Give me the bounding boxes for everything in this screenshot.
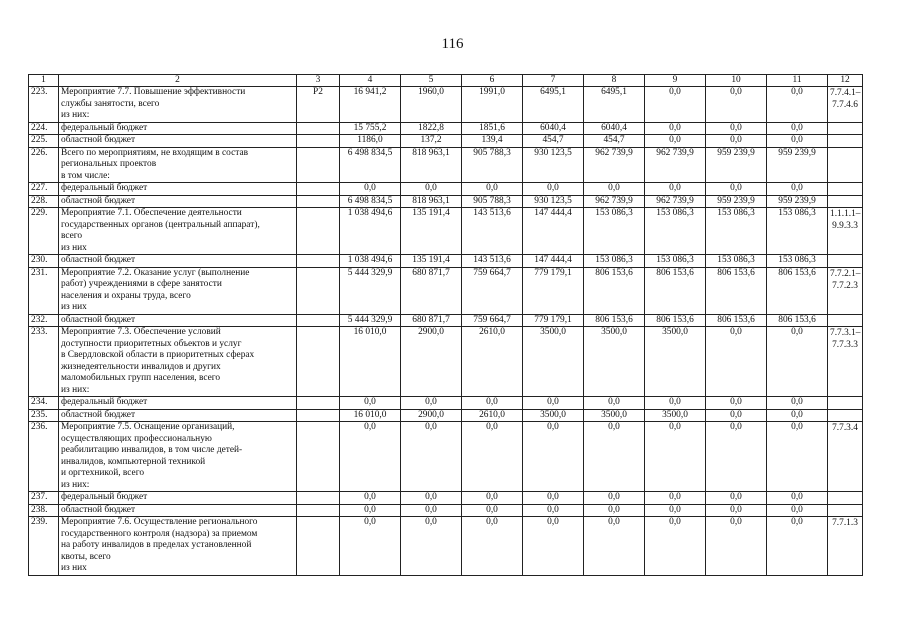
target-indicator [828, 255, 863, 268]
amount-cell: 806 153,6 [767, 314, 828, 327]
row-number: 226. [29, 147, 59, 183]
row-name-line: инвалидов, компьютерной техникой [61, 456, 206, 467]
amount-cell: 2610,0 [462, 327, 523, 397]
row-number: 230. [29, 255, 59, 268]
table-row [29, 517, 863, 576]
amount-cell: 1851,6 [462, 122, 523, 135]
amount-cell: 0,0 [645, 135, 706, 148]
row-name-line: из них: [61, 479, 90, 490]
target-indicator-line: 7.7.3.4 [832, 423, 858, 433]
amount-cell: 0,0 [645, 492, 706, 505]
row-code [297, 492, 340, 505]
table-row [29, 208, 863, 255]
amount-cell: 0,0 [462, 397, 523, 410]
target-indicator [828, 492, 863, 505]
row-name [59, 327, 297, 397]
amount-cell: 0,0 [401, 422, 462, 492]
row-name [59, 409, 297, 422]
amount-cell: 959 239,9 [706, 147, 767, 183]
row-name-line: населения и охраны труда, всего [61, 290, 191, 301]
row-name-line: Мероприятие 7.6. Осуществление регионального [61, 517, 258, 527]
amount-cell: 137,2 [401, 135, 462, 148]
row-name [59, 195, 297, 208]
header-cell: 8 [584, 75, 645, 87]
row-code [297, 422, 340, 492]
table-row [29, 122, 863, 135]
target-indicator [828, 267, 863, 314]
amount-cell: 0,0 [340, 183, 401, 196]
row-name-line: на работу инвалидов в пределах установленной [61, 540, 252, 550]
row-code [297, 409, 340, 422]
amount-cell: 680 871,7 [401, 314, 462, 327]
row-code [297, 314, 340, 327]
amount-cell: 0,0 [462, 422, 523, 492]
target-indicator [828, 87, 863, 123]
header-cell: 7 [523, 75, 584, 87]
amount-cell: 0,0 [767, 397, 828, 410]
amount-cell: 153 086,3 [767, 255, 828, 268]
row-name [59, 147, 297, 183]
target-indicator [828, 183, 863, 196]
amount-cell: 0,0 [584, 422, 645, 492]
amount-cell: 6 498 834,5 [340, 195, 401, 208]
table-row [29, 195, 863, 208]
amount-cell: 0,0 [767, 327, 828, 397]
amount-cell: 759 664,7 [462, 314, 523, 327]
amount-cell: 0,0 [523, 397, 584, 410]
amount-cell: 6040,4 [584, 122, 645, 135]
row-code [297, 255, 340, 268]
amount-cell: 0,0 [706, 87, 767, 123]
amount-cell: 153 086,3 [584, 255, 645, 268]
target-indicator [828, 327, 863, 397]
amount-cell: 143 513,6 [462, 208, 523, 255]
table-row [29, 314, 863, 327]
amount-cell: 0,0 [462, 492, 523, 505]
row-name-line: государственного контроля (надзора) за приемом [61, 528, 258, 539]
amount-cell: 3500,0 [645, 327, 706, 397]
amount-cell: 806 153,6 [584, 267, 645, 314]
row-number: 238. [29, 504, 59, 517]
row-name [59, 314, 297, 327]
table-row [29, 87, 863, 123]
amount-cell: 806 153,6 [645, 267, 706, 314]
amount-cell: 6 498 834,5 [340, 147, 401, 183]
target-indicator [828, 147, 863, 183]
row-code: Р2 [297, 87, 340, 123]
amount-cell: 3500,0 [584, 327, 645, 397]
amount-cell: 806 153,6 [767, 267, 828, 314]
amount-cell: 0,0 [340, 422, 401, 492]
row-name-line: Мероприятие 7.2. Оказание услуг (выполнение [61, 267, 250, 278]
header-cell: 9 [645, 75, 706, 87]
header-cell: 6 [462, 75, 523, 87]
header-cell: 5 [401, 75, 462, 87]
target-indicator-line: 7.7.4.1– [830, 88, 861, 98]
amount-cell: 0,0 [645, 517, 706, 576]
row-name-line: областной бюджет [61, 409, 136, 420]
amount-cell: 0,0 [584, 504, 645, 517]
row-name [59, 208, 297, 255]
row-name-line: осуществляющих профессиональную [61, 433, 212, 444]
target-indicator [828, 314, 863, 327]
row-name-line: областной бюджет [61, 135, 136, 145]
amount-cell: 905 788,3 [462, 195, 523, 208]
amount-cell: 153 086,3 [706, 208, 767, 255]
page-number: 116 [441, 36, 464, 52]
header-cell: 3 [297, 75, 340, 87]
amount-cell: 135 191,4 [401, 208, 462, 255]
amount-cell: 153 086,3 [584, 208, 645, 255]
row-name [59, 492, 297, 505]
row-number: 224. [29, 122, 59, 135]
amount-cell: 0,0 [462, 183, 523, 196]
table-row [29, 183, 863, 196]
row-name-line: областной бюджет [61, 195, 136, 206]
amount-cell: 6040,4 [523, 122, 584, 135]
amount-cell: 962 739,9 [645, 195, 706, 208]
amount-cell: 0,0 [767, 183, 828, 196]
row-number: 236. [29, 422, 59, 492]
row-name-line: реабилитацию инвалидов, в том числе детей- [61, 445, 243, 455]
amount-cell: 0,0 [401, 397, 462, 410]
row-number: 239. [29, 517, 59, 576]
target-indicator-line: 7.7.4.6 [832, 100, 858, 110]
row-name [59, 397, 297, 410]
row-number: 232. [29, 314, 59, 327]
amount-cell: 3500,0 [523, 327, 584, 397]
target-indicator-line: 9.9.3.3 [832, 221, 858, 231]
amount-cell: 818 963,1 [401, 147, 462, 183]
table-row [29, 327, 863, 397]
row-name-line: из них [61, 242, 87, 253]
row-name-line: квоты, всего [61, 551, 111, 562]
row-name [59, 87, 297, 123]
amount-cell: 147 444,4 [523, 255, 584, 268]
amount-cell: 153 086,3 [767, 208, 828, 255]
amount-cell: 0,0 [340, 492, 401, 505]
target-indicator [828, 195, 863, 208]
amount-cell: 0,0 [706, 397, 767, 410]
amount-cell: 0,0 [706, 409, 767, 422]
row-name-line: федеральный бюджет [61, 397, 148, 407]
amount-cell: 962 739,9 [645, 147, 706, 183]
amount-cell: 0,0 [706, 492, 767, 505]
row-name-line: Мероприятие 7.3. Обеспечение условий [61, 327, 221, 337]
amount-cell: 1991,0 [462, 87, 523, 123]
amount-cell: 454,7 [523, 135, 584, 148]
row-number: 237. [29, 492, 59, 505]
row-code [297, 517, 340, 576]
row-name-line: областной бюджет [61, 314, 136, 325]
row-name [59, 183, 297, 196]
table-row [29, 409, 863, 422]
amount-cell: 0,0 [767, 504, 828, 517]
amount-cell: 0,0 [584, 492, 645, 505]
target-indicator [828, 409, 863, 422]
target-indicator [828, 208, 863, 255]
row-name-line: региональных проектов [61, 159, 157, 169]
table-row [29, 147, 863, 183]
amount-cell: 0,0 [767, 492, 828, 505]
amount-cell: 818 963,1 [401, 195, 462, 208]
amount-cell: 0,0 [706, 135, 767, 148]
amount-cell: 1822,8 [401, 122, 462, 135]
amount-cell: 0,0 [706, 422, 767, 492]
amount-cell: 0,0 [401, 504, 462, 517]
row-number: 228. [29, 195, 59, 208]
amount-cell: 0,0 [645, 122, 706, 135]
target-indicator-line: 7.7.2.1– [830, 268, 861, 279]
row-name-line: федеральный бюджет [61, 183, 148, 193]
row-name-line: Мероприятие 7.5. Оснащение организаций, [61, 422, 235, 432]
amount-cell: 2900,0 [401, 409, 462, 422]
amount-cell: 153 086,3 [645, 255, 706, 268]
amount-cell: 930 123,5 [523, 147, 584, 183]
table-row [29, 397, 863, 410]
row-name-line: федеральный бюджет [61, 492, 148, 502]
amount-cell: 1 038 494,6 [340, 208, 401, 255]
amount-cell: 806 153,6 [706, 267, 767, 314]
amount-cell: 16 010,0 [340, 409, 401, 422]
amount-cell: 680 871,7 [401, 267, 462, 314]
amount-cell: 962 739,9 [584, 147, 645, 183]
row-name-line: из них [61, 563, 87, 573]
amount-cell: 0,0 [584, 183, 645, 196]
amount-cell: 135 191,4 [401, 255, 462, 268]
row-number: 235. [29, 409, 59, 422]
amount-cell: 0,0 [584, 517, 645, 576]
table-row [29, 504, 863, 517]
amount-cell: 0,0 [767, 87, 828, 123]
amount-cell: 0,0 [706, 327, 767, 397]
row-number: 229. [29, 208, 59, 255]
amount-cell: 0,0 [462, 517, 523, 576]
amount-cell: 3500,0 [523, 409, 584, 422]
header-cell: 11 [767, 75, 828, 87]
row-name-line: из них: [61, 110, 90, 120]
row-name-line: областной бюджет [61, 255, 136, 265]
amount-cell: 0,0 [645, 397, 706, 410]
amount-cell: 2610,0 [462, 409, 523, 422]
row-name-line: в Свердловской области в приоритетных сферах [61, 350, 255, 360]
target-indicator-line: 7.7.3.1– [830, 328, 861, 338]
table-body [29, 87, 863, 576]
row-number: 231. [29, 267, 59, 314]
amount-cell: 779 179,1 [523, 267, 584, 314]
row-number: 234. [29, 397, 59, 410]
amount-cell: 153 086,3 [706, 255, 767, 268]
target-indicator-line: 7.7.2.3 [832, 280, 858, 291]
row-name [59, 122, 297, 135]
amount-cell: 959 239,9 [706, 195, 767, 208]
amount-cell: 153 086,3 [645, 208, 706, 255]
amount-cell: 959 239,9 [767, 195, 828, 208]
row-number: 233. [29, 327, 59, 397]
amount-cell: 6495,1 [584, 87, 645, 123]
row-name-line: и оргтехникой, всего [61, 468, 145, 478]
amount-cell: 454,7 [584, 135, 645, 148]
row-number: 223. [29, 87, 59, 123]
row-name-line: Мероприятие 7.7. Повышение эффективности [61, 87, 246, 97]
target-indicator-line: 7.7.1.3 [832, 518, 858, 528]
row-number: 227. [29, 183, 59, 196]
amount-cell: 3500,0 [584, 409, 645, 422]
amount-cell: 0,0 [401, 183, 462, 196]
row-name-line: службы занятости, всего [61, 98, 160, 109]
amount-cell: 6495,1 [523, 87, 584, 123]
header-row [29, 75, 863, 87]
amount-cell: 779 179,1 [523, 314, 584, 327]
amount-cell: 0,0 [584, 397, 645, 410]
amount-cell: 806 153,6 [706, 314, 767, 327]
row-name-line: маломобильных групп населения, всего [61, 373, 221, 383]
table-row [29, 255, 863, 268]
target-indicator-line: 1.1.1.1– [830, 209, 861, 219]
row-name [59, 255, 297, 268]
row-name-line: областной бюджет [61, 504, 136, 515]
row-name [59, 135, 297, 148]
amount-cell: 16 941,2 [340, 87, 401, 123]
amount-cell: 0,0 [767, 409, 828, 422]
amount-cell: 0,0 [523, 517, 584, 576]
amount-cell: 930 123,5 [523, 195, 584, 208]
table-row [29, 422, 863, 492]
table-row [29, 492, 863, 505]
amount-cell: 0,0 [401, 517, 462, 576]
amount-cell: 0,0 [706, 122, 767, 135]
amount-cell: 0,0 [523, 422, 584, 492]
target-indicator [828, 135, 863, 148]
target-indicator [828, 397, 863, 410]
amount-cell: 3500,0 [645, 409, 706, 422]
amount-cell: 16 010,0 [340, 327, 401, 397]
amount-cell: 2900,0 [401, 327, 462, 397]
row-name-line: из них: [61, 384, 90, 395]
amount-cell: 806 153,6 [584, 314, 645, 327]
header-cell: 10 [706, 75, 767, 87]
row-name [59, 267, 297, 314]
amount-cell: 1186,0 [340, 135, 401, 148]
row-code [297, 147, 340, 183]
amount-cell: 0,0 [523, 183, 584, 196]
amount-cell: 5 444 329,9 [340, 314, 401, 327]
amount-cell: 1 038 494,6 [340, 255, 401, 268]
amount-cell: 905 788,3 [462, 147, 523, 183]
table-row [29, 135, 863, 148]
amount-cell: 0,0 [523, 504, 584, 517]
amount-cell: 0,0 [706, 504, 767, 517]
row-name-line: государственных органов (центральный аппарат), [61, 219, 260, 230]
amount-cell: 959 239,9 [767, 147, 828, 183]
row-name-line: жизнедеятельности инвалидов и других [61, 361, 221, 372]
target-indicator [828, 517, 863, 576]
row-code [297, 183, 340, 196]
amount-cell: 0,0 [645, 422, 706, 492]
row-code [297, 327, 340, 397]
budget-table [28, 74, 863, 576]
amount-cell: 759 664,7 [462, 267, 523, 314]
row-code [297, 195, 340, 208]
amount-cell: 0,0 [767, 135, 828, 148]
amount-cell: 147 444,4 [523, 208, 584, 255]
row-name [59, 517, 297, 576]
row-code [297, 504, 340, 517]
row-code [297, 135, 340, 148]
row-code [297, 267, 340, 314]
amount-cell: 0,0 [401, 492, 462, 505]
amount-cell: 0,0 [340, 397, 401, 410]
amount-cell: 143 513,6 [462, 255, 523, 268]
row-name-line: в том числе: [61, 170, 110, 181]
row-name-line: Мероприятие 7.1. Обеспечение деятельности [61, 208, 242, 218]
amount-cell: 0,0 [706, 183, 767, 196]
amount-cell: 0,0 [340, 504, 401, 517]
amount-cell: 0,0 [645, 504, 706, 517]
target-indicator [828, 122, 863, 135]
amount-cell: 0,0 [523, 492, 584, 505]
amount-cell: 0,0 [340, 517, 401, 576]
row-name-line: всего [61, 231, 83, 241]
row-name-line: из них [61, 302, 87, 312]
row-code [297, 397, 340, 410]
target-indicator-line: 7.7.3.3 [832, 340, 858, 350]
amount-cell: 0,0 [767, 122, 828, 135]
header-cell: 2 [59, 75, 297, 87]
header-cell: 12 [828, 75, 863, 87]
row-name-line: работ) учреждениями в сфере занятости [61, 279, 222, 289]
header-cell: 1 [29, 75, 59, 87]
row-code [297, 122, 340, 135]
row-code [297, 208, 340, 255]
amount-cell: 15 755,2 [340, 122, 401, 135]
row-name-line: доступности приоритетных объектов и услуг [61, 338, 242, 349]
target-indicator [828, 422, 863, 492]
amount-cell: 0,0 [767, 517, 828, 576]
row-name-line: федеральный бюджет [61, 122, 148, 133]
amount-cell: 962 739,9 [584, 195, 645, 208]
amount-cell: 139,4 [462, 135, 523, 148]
amount-cell: 0,0 [462, 504, 523, 517]
row-name [59, 504, 297, 517]
amount-cell: 806 153,6 [645, 314, 706, 327]
amount-cell: 0,0 [767, 422, 828, 492]
table-row [29, 267, 863, 314]
row-number: 225. [29, 135, 59, 148]
row-name [59, 422, 297, 492]
target-indicator [828, 504, 863, 517]
amount-cell: 0,0 [645, 87, 706, 123]
amount-cell: 1960,0 [401, 87, 462, 123]
amount-cell: 5 444 329,9 [340, 267, 401, 314]
header-cell: 4 [340, 75, 401, 87]
row-name-line: Всего по мероприятиям, не входящим в состав [61, 147, 249, 158]
amount-cell: 0,0 [706, 517, 767, 576]
amount-cell: 0,0 [645, 183, 706, 196]
